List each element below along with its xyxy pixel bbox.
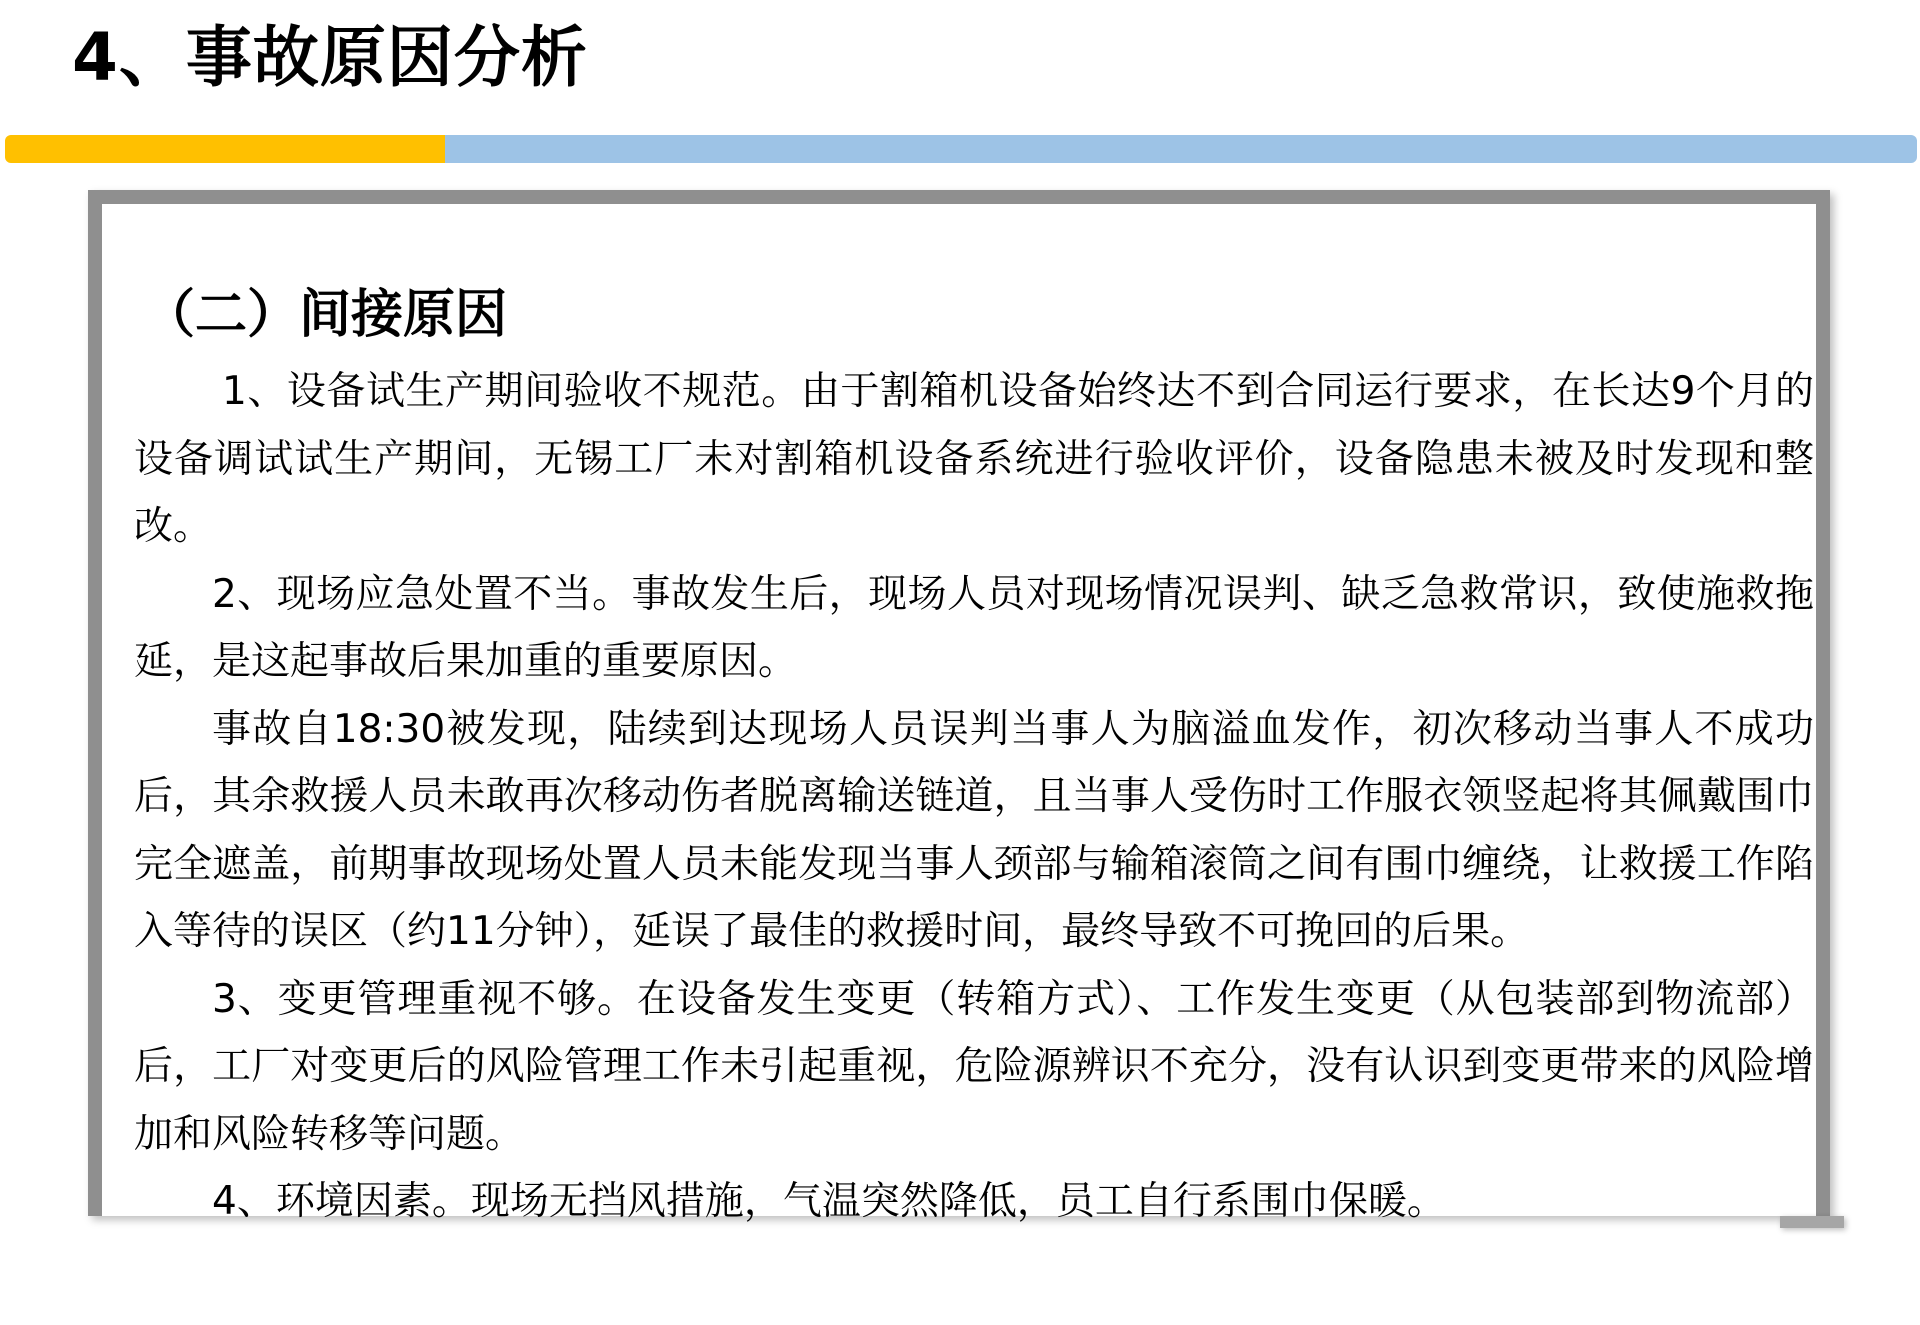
section-body: [134, 358, 1814, 1236]
section-heading: （二）间接原因: [143, 285, 508, 345]
accent-bar-blue-segment: [445, 135, 1917, 163]
paragraph-change-management: 3、变更管理重视不够。在设备发生变更（转箱方式）、工作发生变更（从包装部到物流部）后，工厂对变更后的风险管理工作未引起重视，危险源辨识不充分，没有认识到变更带来的风险增加和风险转移等问题。: [134, 976, 1814, 1157]
paragraph-equipment-acceptance: 1、设备试生产期间验收不规范。由于割箱机设备始终达不到合同运行要求，在长达9个月的设备调试试生产期间，无锡工厂未对割箱机设备系统进行验收评价，设备隐患未被及时发现和整改。: [134, 369, 1814, 549]
paragraph-rescue-delay: 事故自18:30被发现，陆续到达现场人员误判当事人为脑溢血发作，初次移动当事人不成功后，其余救援人员未敢再次移动伤者脱离输送链道，且当事人受伤时工作服衣领竖起将其佩戴围巾完全遮盖，前期事故现场处置人员未能发现当事人颈部与输箱滚筒之间有围巾缠绕，让救援工作陷入等待的误区（约11分钟），延误了最佳的救援时间，最终导致不可挽回的后果。: [134, 706, 1814, 954]
accent-bar: [5, 135, 1917, 163]
paragraph-emergency-response: 2、现场应急处置不当。事故发生后，现场人员对现场情况误判、缺乏急救常识，致使施救拖延，是这起事故后果加重的重要原因。: [134, 571, 1814, 684]
page-title: 4、事故原因分析: [72, 19, 588, 96]
paragraph-environment: 4、环境因素。现场无挡风措施，气温突然降低，员工自行系围巾保暖。: [212, 1179, 1446, 1224]
accent-bar-orange-segment: [5, 135, 445, 163]
